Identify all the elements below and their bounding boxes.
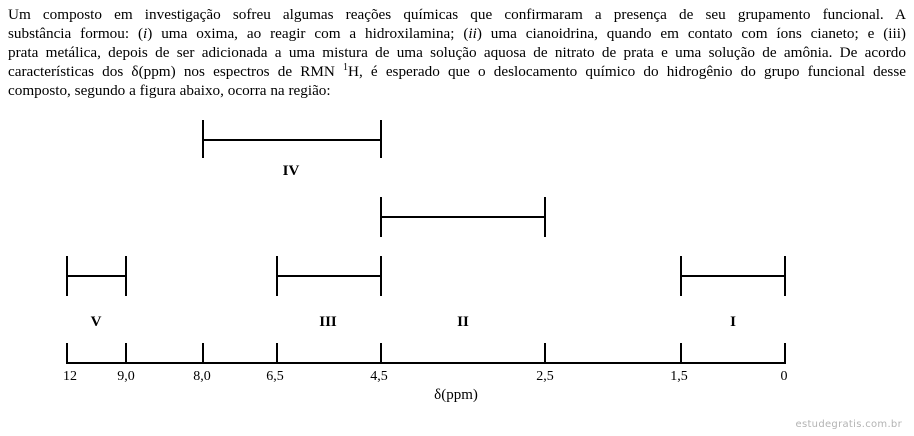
tick-label-2-5: 2,5 [536, 369, 554, 384]
region-ii-bracket [381, 197, 545, 237]
question-line-2: substância formou: (i) uma oxima, ao reagir com a hidroxilamina; (ii) uma cianoidrina, quando em contato com íons cianeto; e (iii) [8, 25, 906, 42]
region-label-v: V [90, 314, 102, 330]
region-label-iii: III [319, 314, 337, 330]
tick-label-8-0: 8,0 [193, 369, 211, 384]
tick-label-12: 12 [63, 369, 77, 384]
watermark: estudegratis.com.br [795, 419, 902, 430]
tick-label-1-5: 1,5 [670, 369, 688, 384]
ppm-axis [66, 343, 786, 363]
tick-label-6-5: 6,5 [266, 369, 284, 384]
region-v-bracket [67, 256, 126, 296]
tick-label-9-0: 9,0 [117, 369, 135, 384]
axis-title: δ(ppm) [434, 387, 478, 403]
region-iii-bracket [277, 256, 381, 296]
region-iv-bracket [203, 120, 381, 158]
question-line-4: características dos δ(ppm) nos espectros de RMN $^1$H, é esperado que o deslocamento químico do hidrogênio do grupo funcional desse [8, 62, 906, 80]
tick-label-4-5: 4,5 [370, 369, 388, 384]
question-line-1: Um composto em investigação sofreu algumas reações químicas que confirmaram a presença de seu grupamento funcional. A [8, 6, 906, 23]
region-label-iv: IV [282, 163, 300, 179]
region-label-ii: II [457, 314, 469, 330]
question-line-5: composto, segundo a figura abaixo, ocorra na região: [8, 82, 331, 99]
tick-label-0: 0 [780, 369, 788, 384]
region-label-i: I [730, 314, 736, 330]
question-line-3: prata metálica, depois de ser adicionada a uma mistura de uma solução aquosa de nitrato de prata e uma solução de amônia. De acordo [8, 44, 906, 61]
region-i-bracket [681, 256, 785, 296]
